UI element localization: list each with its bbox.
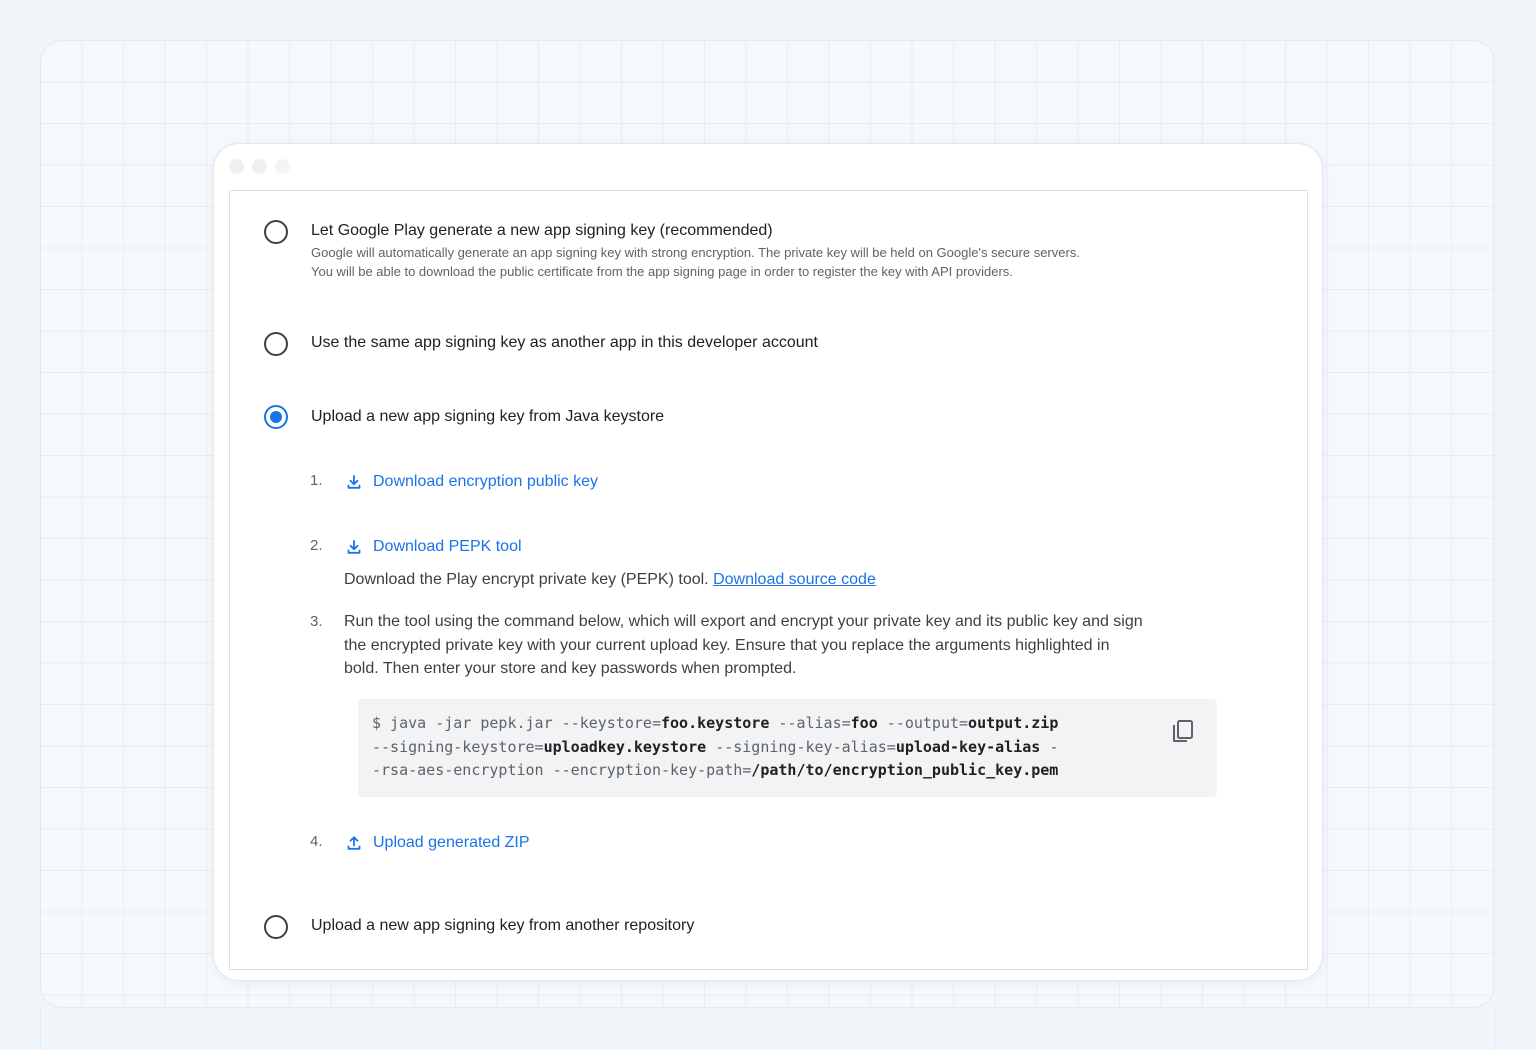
step-2-number: 2. bbox=[310, 537, 323, 554]
step-1-number: 1. bbox=[310, 472, 323, 489]
radio-upload-java-keystore[interactable] bbox=[264, 405, 288, 429]
upload-icon bbox=[345, 834, 363, 852]
pepk-command-code-block[interactable] bbox=[358, 699, 1217, 797]
step-2-text: Download the Play encrypt private key (PEPK) tool. bbox=[344, 571, 709, 588]
download-icon bbox=[345, 538, 363, 556]
radio-upload-from-another-repository[interactable] bbox=[264, 915, 288, 939]
browser-window bbox=[213, 143, 1323, 981]
window-dot-minimize[interactable] bbox=[252, 159, 267, 174]
window-dot-maximize[interactable] bbox=[275, 159, 290, 174]
option-google-generate-label[interactable]: Let Google Play generate a new app signing key (recommended) bbox=[311, 222, 773, 239]
radio-same-key-as-another-app[interactable] bbox=[264, 332, 288, 356]
option-another-repository-label[interactable]: Upload a new app signing key from another repository bbox=[311, 917, 695, 934]
download-source-code-link[interactable]: Download source code bbox=[713, 571, 876, 588]
app-signing-key-options-panel bbox=[229, 190, 1308, 970]
option-google-generate-description bbox=[311, 243, 1211, 281]
step-2-description bbox=[344, 568, 876, 592]
copy-command-button[interactable] bbox=[1169, 717, 1197, 745]
option-java-keystore-label[interactable]: Upload a new app signing key from Java keystore bbox=[311, 408, 665, 425]
step-3-line-1: Run the tool using the command below, which will export and encrypt your private key and its public key and sign bbox=[344, 613, 1143, 630]
upload-generated-zip-label[interactable]: Upload generated ZIP bbox=[373, 834, 530, 851]
description-line-2: You will be able to download the public certificate from the app signing page in order to register the key with API providers. bbox=[311, 264, 1013, 279]
download-encryption-public-key-link[interactable] bbox=[345, 472, 598, 492]
radio-google-generate-key[interactable] bbox=[264, 220, 288, 244]
command-line-3: -rsa-aes-encryption --encryption-key-path=/path/to/encryption_public_key.pem bbox=[372, 761, 1059, 779]
step-3-number: 3. bbox=[310, 613, 323, 630]
download-pepk-tool-link[interactable] bbox=[345, 537, 522, 557]
background-bottom-strip bbox=[40, 1008, 1495, 1050]
copy-icon bbox=[1169, 732, 1197, 749]
download-encryption-public-key-label[interactable]: Download encryption public key bbox=[373, 473, 599, 490]
download-icon bbox=[345, 473, 363, 491]
description-line-1: Google will automatically generate an app signing key with strong encryption. The private key will be held on Google's secure servers. bbox=[311, 245, 1080, 260]
step-4-number: 4. bbox=[310, 833, 323, 850]
step-3-description bbox=[344, 610, 1214, 681]
step-3-line-3: bold. Then enter your store and key passwords when prompted. bbox=[344, 660, 797, 677]
step-3-line-2: the encrypted private key with your current upload key. Ensure that you replace the arguments highlighted in bbox=[344, 636, 1110, 654]
download-pepk-tool-label[interactable]: Download PEPK tool bbox=[373, 538, 522, 555]
option-same-key-label[interactable]: Use the same app signing key as another app in this developer account bbox=[311, 334, 818, 351]
window-dot-close[interactable] bbox=[229, 159, 244, 174]
upload-generated-zip-link[interactable] bbox=[345, 833, 530, 853]
command-line-2: --signing-keystore=uploadkey.keystore --signing-key-alias=upload-key-alias - bbox=[372, 737, 1059, 756]
command-line-1: $ java -jar pepk.jar --keystore=foo.keystore --alias=foo --output=output.zip bbox=[372, 714, 1059, 732]
